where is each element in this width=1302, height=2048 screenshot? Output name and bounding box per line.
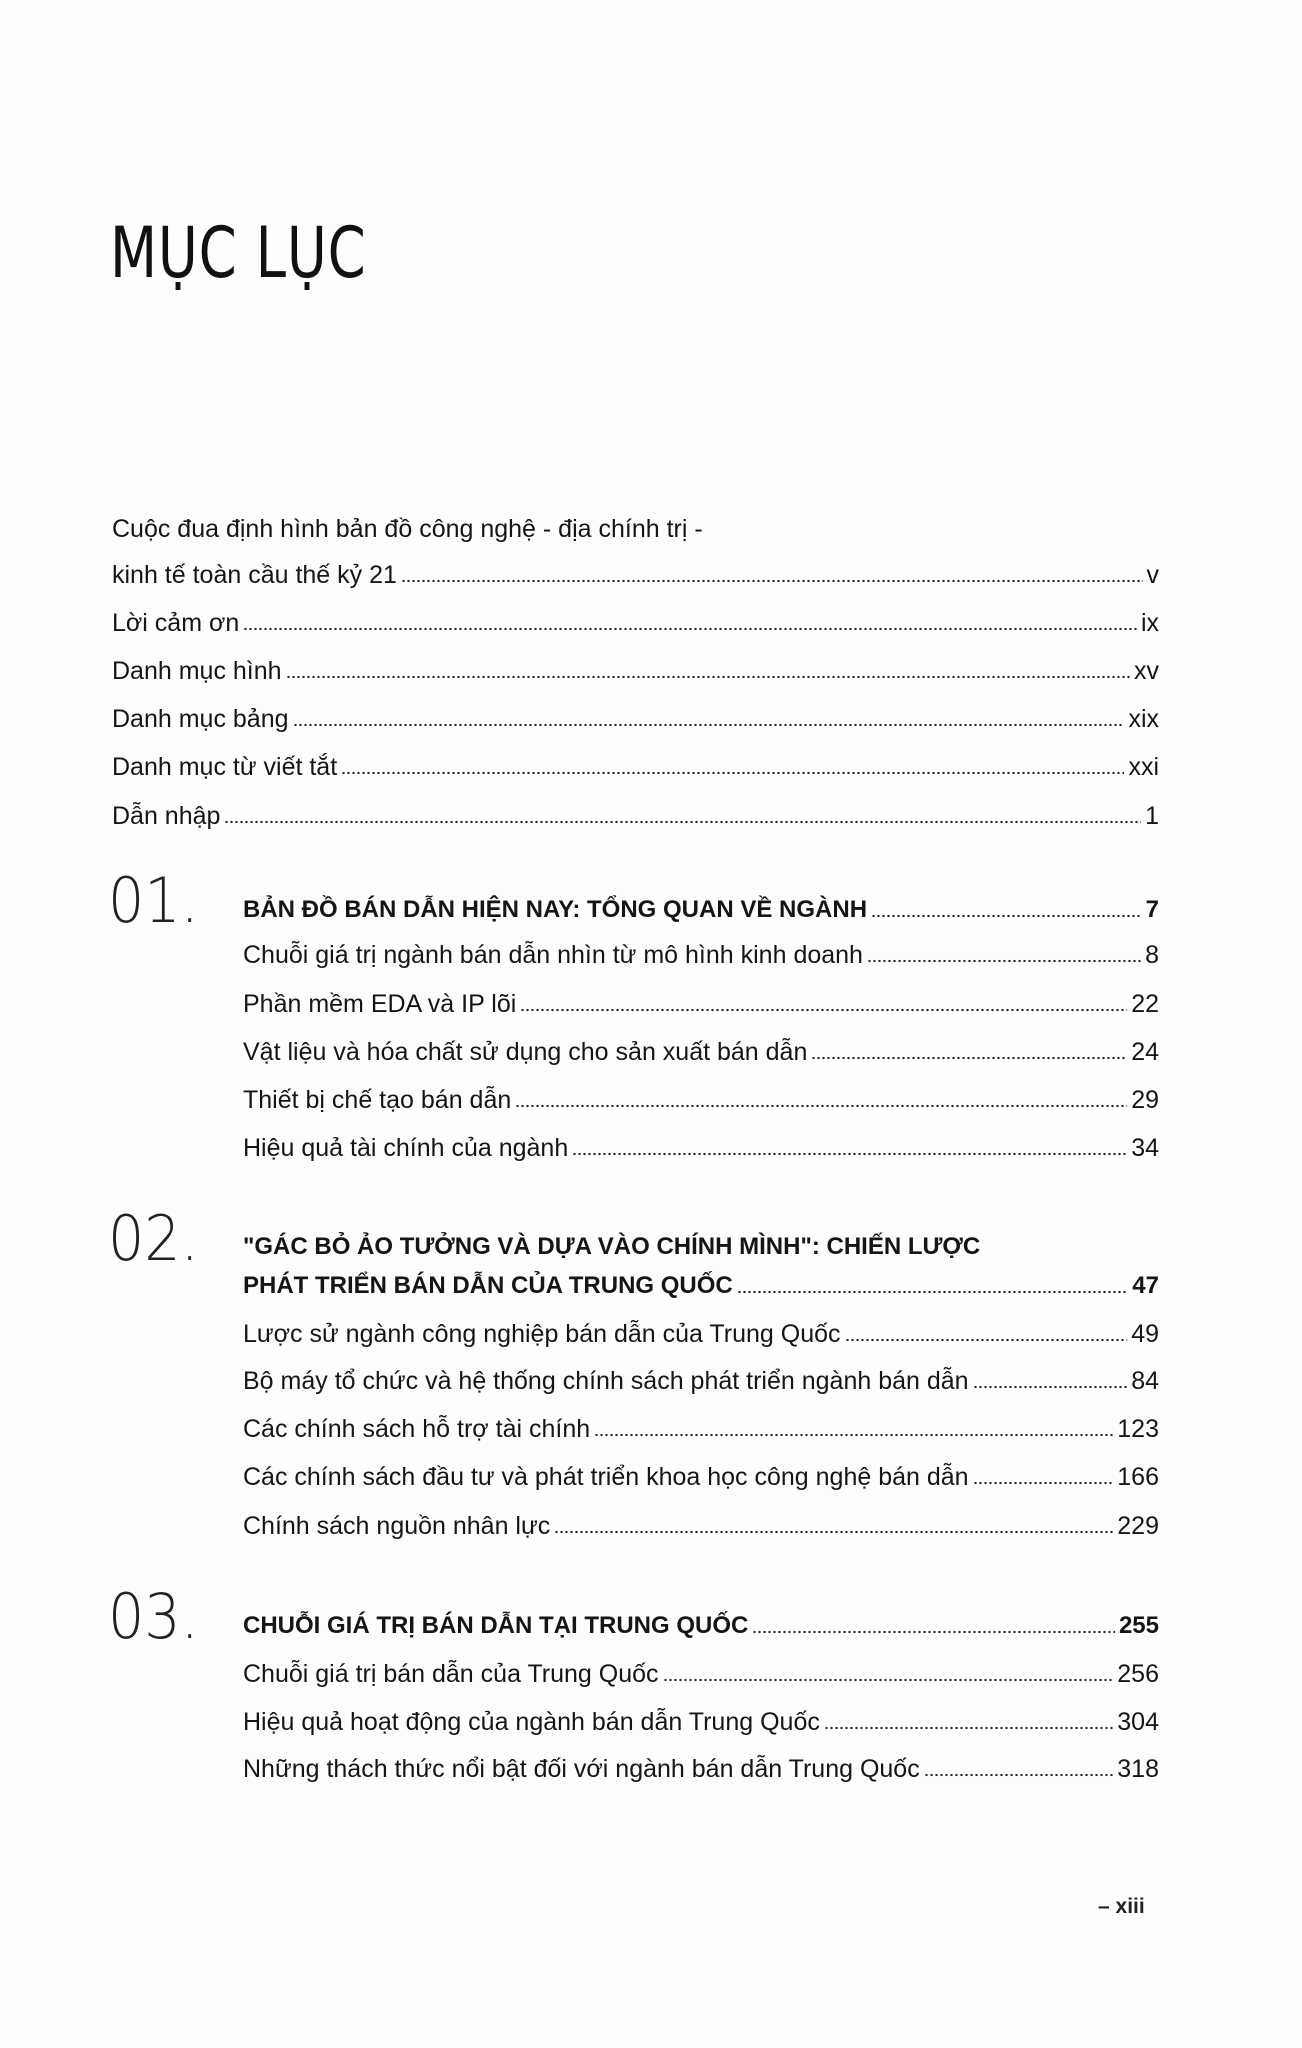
dot-leader (594, 1433, 1113, 1437)
section-title: Những thách thức nổi bật đối với ngành bán dẫn Trung Quốc (243, 1755, 920, 1783)
toc-page-number: 34 (1131, 1134, 1159, 1162)
section-title: Các chính sách hỗ trợ tài chính (243, 1415, 591, 1443)
toc-page-number: 256 (1117, 1660, 1159, 1688)
toc-section[interactable] (243, 1366, 1159, 1396)
toc-page-number: 123 (1117, 1415, 1159, 1443)
dot-leader (867, 959, 1141, 963)
toc-page-number: xxi (1128, 753, 1159, 781)
toc-entry-acknowledgements[interactable] (112, 608, 1159, 638)
dot-leader (845, 1338, 1128, 1342)
dot-leader (286, 675, 1130, 679)
dot-leader (401, 579, 1143, 583)
chapter-title-line1: "GÁC BỎ ẢO TƯỞNG VÀ DỰA VÀO CHÍNH MÌNH": CHIẾN LƯỢC (243, 1233, 981, 1260)
toc-section[interactable] (243, 1085, 1159, 1115)
toc-page-number: 47 (1132, 1272, 1159, 1299)
toc-page-number: 29 (1131, 1086, 1159, 1114)
toc-entry-label-line1: Cuộc đua định hình bản đồ công nghệ - địa chính trị - (112, 515, 703, 543)
toc-section[interactable] (243, 1511, 1159, 1541)
toc-page-number: xix (1128, 705, 1159, 733)
toc-entry-label: Lời cảm ơn (112, 609, 240, 637)
chapter-number: 03. (108, 1580, 199, 1653)
section-title: Các chính sách đầu tư và phát triển khoa học công nghệ bán dẫn (243, 1463, 969, 1491)
toc-entry-foreword[interactable] (112, 560, 1159, 590)
dot-leader (811, 1056, 1127, 1060)
section-title: Lược sử ngành công nghiệp bán dẫn của Trung Quốc (243, 1320, 841, 1348)
page-title: MỤC LỤC (110, 212, 367, 294)
section-title: Chuỗi giá trị ngành bán dẫn nhìn từ mô hình kinh doanh (243, 941, 863, 969)
toc-section[interactable] (243, 1414, 1159, 1444)
dot-leader (924, 1773, 1114, 1777)
toc-chapter-1-heading[interactable] (243, 895, 1159, 925)
dot-leader (554, 1530, 1113, 1534)
toc-section[interactable] (243, 1037, 1159, 1067)
toc-page-number: 22 (1131, 990, 1159, 1018)
section-title: Phần mềm EDA và IP lõi (243, 990, 517, 1018)
dot-leader (224, 820, 1141, 824)
toc-page-number: 1 (1145, 802, 1159, 830)
toc-page-number: v (1146, 561, 1159, 589)
section-title: Chuỗi giá trị bán dẫn của Trung Quốc (243, 1660, 659, 1688)
toc-section[interactable] (243, 1133, 1159, 1163)
toc-entry-label: kinh tế toàn cầu thế kỷ 21 (112, 561, 397, 589)
toc-entry-label: Danh mục từ viết tắt (112, 753, 338, 781)
toc-page-number: 229 (1117, 1512, 1159, 1540)
toc-section[interactable] (243, 1659, 1159, 1689)
dot-leader (752, 1630, 1115, 1634)
toc-chapter-3-heading[interactable] (243, 1611, 1159, 1641)
dot-leader (293, 723, 1125, 727)
dot-leader (871, 914, 1142, 918)
toc-page-number: 8 (1145, 941, 1159, 969)
section-title: Hiệu quả tài chính của ngành (243, 1134, 569, 1162)
section-title: Hiệu quả hoạt động của ngành bán dẫn Trung Quốc (243, 1708, 820, 1736)
toc-page-number: ix (1140, 609, 1159, 637)
toc-section[interactable] (243, 1462, 1159, 1492)
dot-leader (973, 1481, 1114, 1485)
toc-entry-label: Danh mục bảng (112, 705, 289, 733)
toc-section[interactable] (243, 1707, 1159, 1737)
chapter-number: 01. (108, 864, 199, 937)
chapter-title: BẢN ĐỒ BÁN DẪN HIỆN NAY: TỔNG QUAN VỀ NGÀNH (243, 896, 868, 923)
section-title: Vật liệu và hóa chất sử dụng cho sản xuất bán dẫn (243, 1038, 808, 1066)
toc-page-number: xv (1134, 657, 1159, 685)
chapter-number: 02. (108, 1202, 199, 1275)
toc-section[interactable] (243, 989, 1159, 1019)
toc-section[interactable] (243, 940, 1159, 970)
toc-page-number: 255 (1118, 1612, 1159, 1639)
chapter-title: PHÁT TRIỂN BÁN DẪN CỦA TRUNG QUỐC (243, 1272, 733, 1299)
dot-leader (572, 1152, 1127, 1156)
page-number-footer: – xiii (1098, 1895, 1145, 1918)
chapter-title: CHUỖI GIÁ TRỊ BÁN DẪN TẠI TRUNG QUỐC (243, 1612, 749, 1639)
section-title: Thiết bị chế tạo bán dẫn (243, 1086, 512, 1114)
toc-page-number: 318 (1117, 1755, 1159, 1783)
dot-leader (243, 627, 1137, 631)
toc-entry-label: Dẫn nhập (112, 802, 221, 830)
dot-leader (520, 1008, 1127, 1012)
section-title: Bộ máy tổ chức và hệ thống chính sách phát triển ngành bán dẫn (243, 1367, 969, 1395)
toc-page-number: 24 (1131, 1038, 1159, 1066)
dot-leader (515, 1104, 1127, 1108)
toc-entry-introduction[interactable] (112, 801, 1159, 831)
section-title: Chính sách nguồn nhân lực (243, 1512, 551, 1540)
dot-leader (341, 771, 1124, 775)
dot-leader (663, 1678, 1114, 1682)
toc-entry-list-of-tables[interactable] (112, 704, 1159, 734)
toc-entry-list-of-figures[interactable] (112, 656, 1159, 686)
toc-entry-abbreviations[interactable] (112, 752, 1159, 782)
toc-page-number: 7 (1145, 896, 1159, 923)
toc-page-number: 84 (1131, 1367, 1159, 1395)
dot-leader (824, 1726, 1113, 1730)
dot-leader (973, 1385, 1128, 1389)
toc-section[interactable] (243, 1319, 1159, 1349)
toc-page-number: 49 (1131, 1320, 1159, 1348)
toc-entry-label: Danh mục hình (112, 657, 282, 685)
toc-chapter-2-heading[interactable] (243, 1271, 1159, 1301)
toc-section[interactable] (243, 1754, 1159, 1784)
toc-page-number: 304 (1117, 1708, 1159, 1736)
toc-page-number: 166 (1117, 1463, 1159, 1491)
dot-leader (737, 1290, 1129, 1294)
